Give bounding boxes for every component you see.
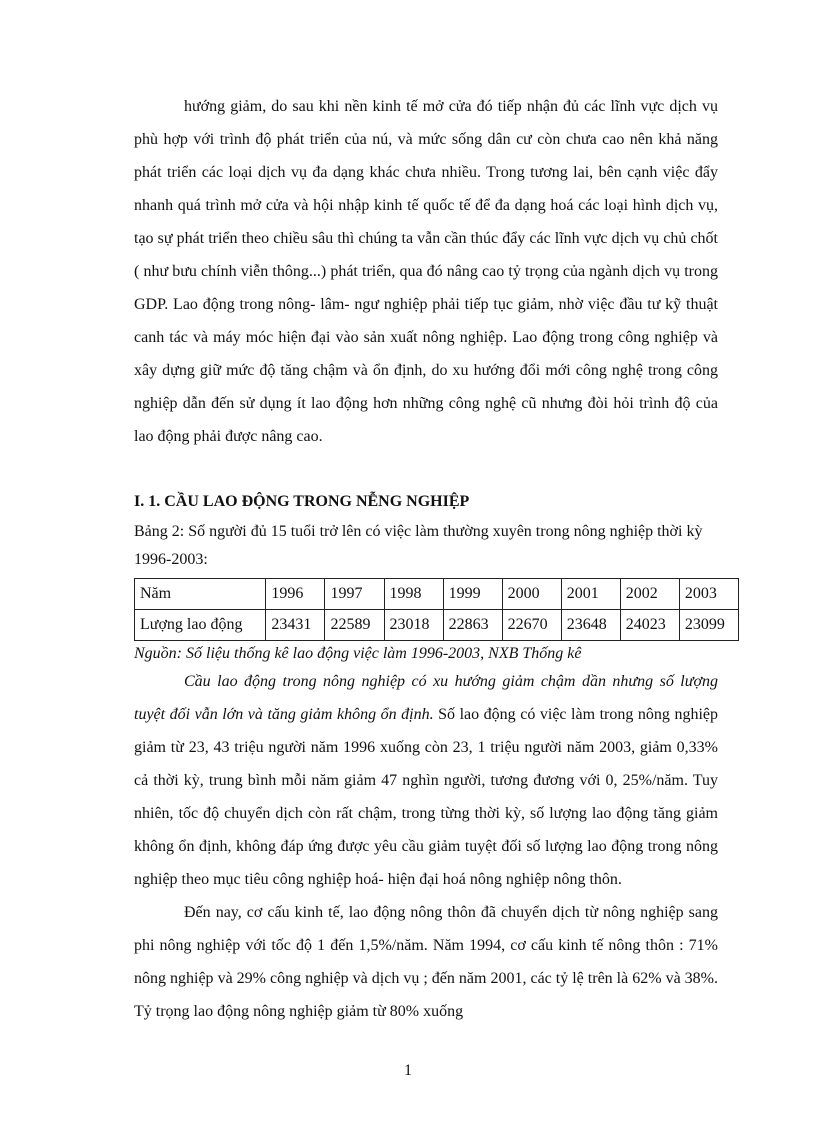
table-cell-value: 22670	[502, 610, 561, 641]
table-cell-year: 2002	[620, 579, 679, 610]
table-row-label: Năm	[135, 579, 266, 610]
source-note: Nguồn: Số liệu thống kê lao động việc làm 1996-2003, NXB Thống kê	[134, 645, 582, 662]
table-cell-value: 23018	[384, 610, 443, 641]
table-cell-year: 2001	[561, 579, 620, 610]
table-row-label: Lượng lao động	[135, 610, 266, 641]
labor-table	[134, 578, 739, 641]
paragraph-labor-demand	[134, 665, 718, 896]
page-content	[134, 90, 725, 1028]
section-heading: I. 1. CẦU LAO ĐỘNG TRONG NỄNG NGHIỆP	[134, 493, 470, 510]
table-cell-value: 23431	[266, 610, 325, 641]
table-cell-value: 24023	[620, 610, 679, 641]
table-cell-year: 1997	[325, 579, 384, 610]
table-cell-year: 1998	[384, 579, 443, 610]
paragraph-body: Số lao động có việc làm trong nông nghiệp giảm từ 23, 43 triệu người năm 1996 xuống còn 23, 1 triệu người năm 2003, giảm 0,33% cả thời kỳ, trung bình mỗi năm giảm 47 nghìn người, tương đương với 0, 25%/năm. Tuy nhiên, tốc độ chuyển dịch còn rất chậm, trong từng thời kỳ, số lượng lao động tăng giảm không ổn định, không đáp ứng được yêu cầu giảm tuyệt đối số lượng lao động trong nông nghiệp theo mục tiêu công nghiệp hoá- hiện đại hoá nông nghiệp nông thôn.	[134, 706, 719, 888]
table-cell-value: 22863	[443, 610, 502, 641]
table-cell-year: 1996	[266, 579, 325, 610]
table-caption: Bảng 2: Số người đủ 15 tuổi trở lên có việc làm thường xuyên trong nông nghiệp thời kỳ 1996-2003:	[134, 523, 703, 568]
table-cell-year: 2000	[502, 579, 561, 610]
table-row-values	[135, 610, 739, 641]
italic-lead-sentence: Cầu lao động trong nông nghiệp có xu hướng giảm chậm dần nhưng số lượng tuyệt đối vẫn lớn và tăng giảm không ổn định.	[134, 673, 718, 723]
table-cell-year: 1999	[443, 579, 502, 610]
paragraph-structure-shift: Đến nay, cơ cấu kinh tế, lao động nông thôn đã chuyển dịch từ nông nghiệp sang phi nông nghiệp với tốc độ 1 đến 1,5%/năm. Năm 1994, cơ cấu kinh tế nông thôn : 71% nông nghiệp và 29% công nghiệp và dịch vụ ; đến năm 2001, các tỷ lệ trên là 62% và 38%. Tỷ trọng lao động nông nghiệp giảm từ 80% xuống	[134, 904, 718, 1020]
table-cell-value: 23648	[561, 610, 620, 641]
table-cell-value: 22589	[325, 610, 384, 641]
intro-paragraph: hướng giảm, do sau khi nền kinh tế mở cửa đó tiếp nhận đủ các lĩnh vực dịch vụ phù hợp với trình độ phát triển của nú, và mức sống dân cư còn chưa cao nên khả năng phát triển các loại dịch vụ đa dạng khác chưa nhiều. Trong tương lai, bên cạnh việc đẩy nhanh quá trình mở cửa và hội nhập kinh tế quốc tế để đa dạng hoá các loại hình dịch vụ, tạo sự phát triển theo chiều sâu thì chúng ta vẫn cần thúc đẩy các lĩnh vực dịch vụ chủ chốt ( như bưu chính viễn thông...) phát triển, qua đó nâng cao tỷ trọng của ngành dịch vụ trong GDP. Lao động trong nông- lâm- ngư nghiệp phải tiếp tục giảm, nhờ việc đầu tư kỹ thuật canh tác và máy móc hiện đại vào sản xuất nông nghiệp. Lao động trong công nghiệp và xây dựng giữ mức độ tăng chậm và ổn định, do xu hướng đổi mới công nghệ trong công nghiệp dẫn đến sử dụng ít lao động hơn những công nghệ cũ nhưng đòi hỏi trình độ của lao động phải được nâng cao.	[134, 98, 718, 445]
table-cell-value: 23099	[679, 610, 738, 641]
page-number: 1	[404, 1062, 412, 1079]
table-row-years	[135, 579, 739, 610]
table-cell-year: 2003	[679, 579, 738, 610]
